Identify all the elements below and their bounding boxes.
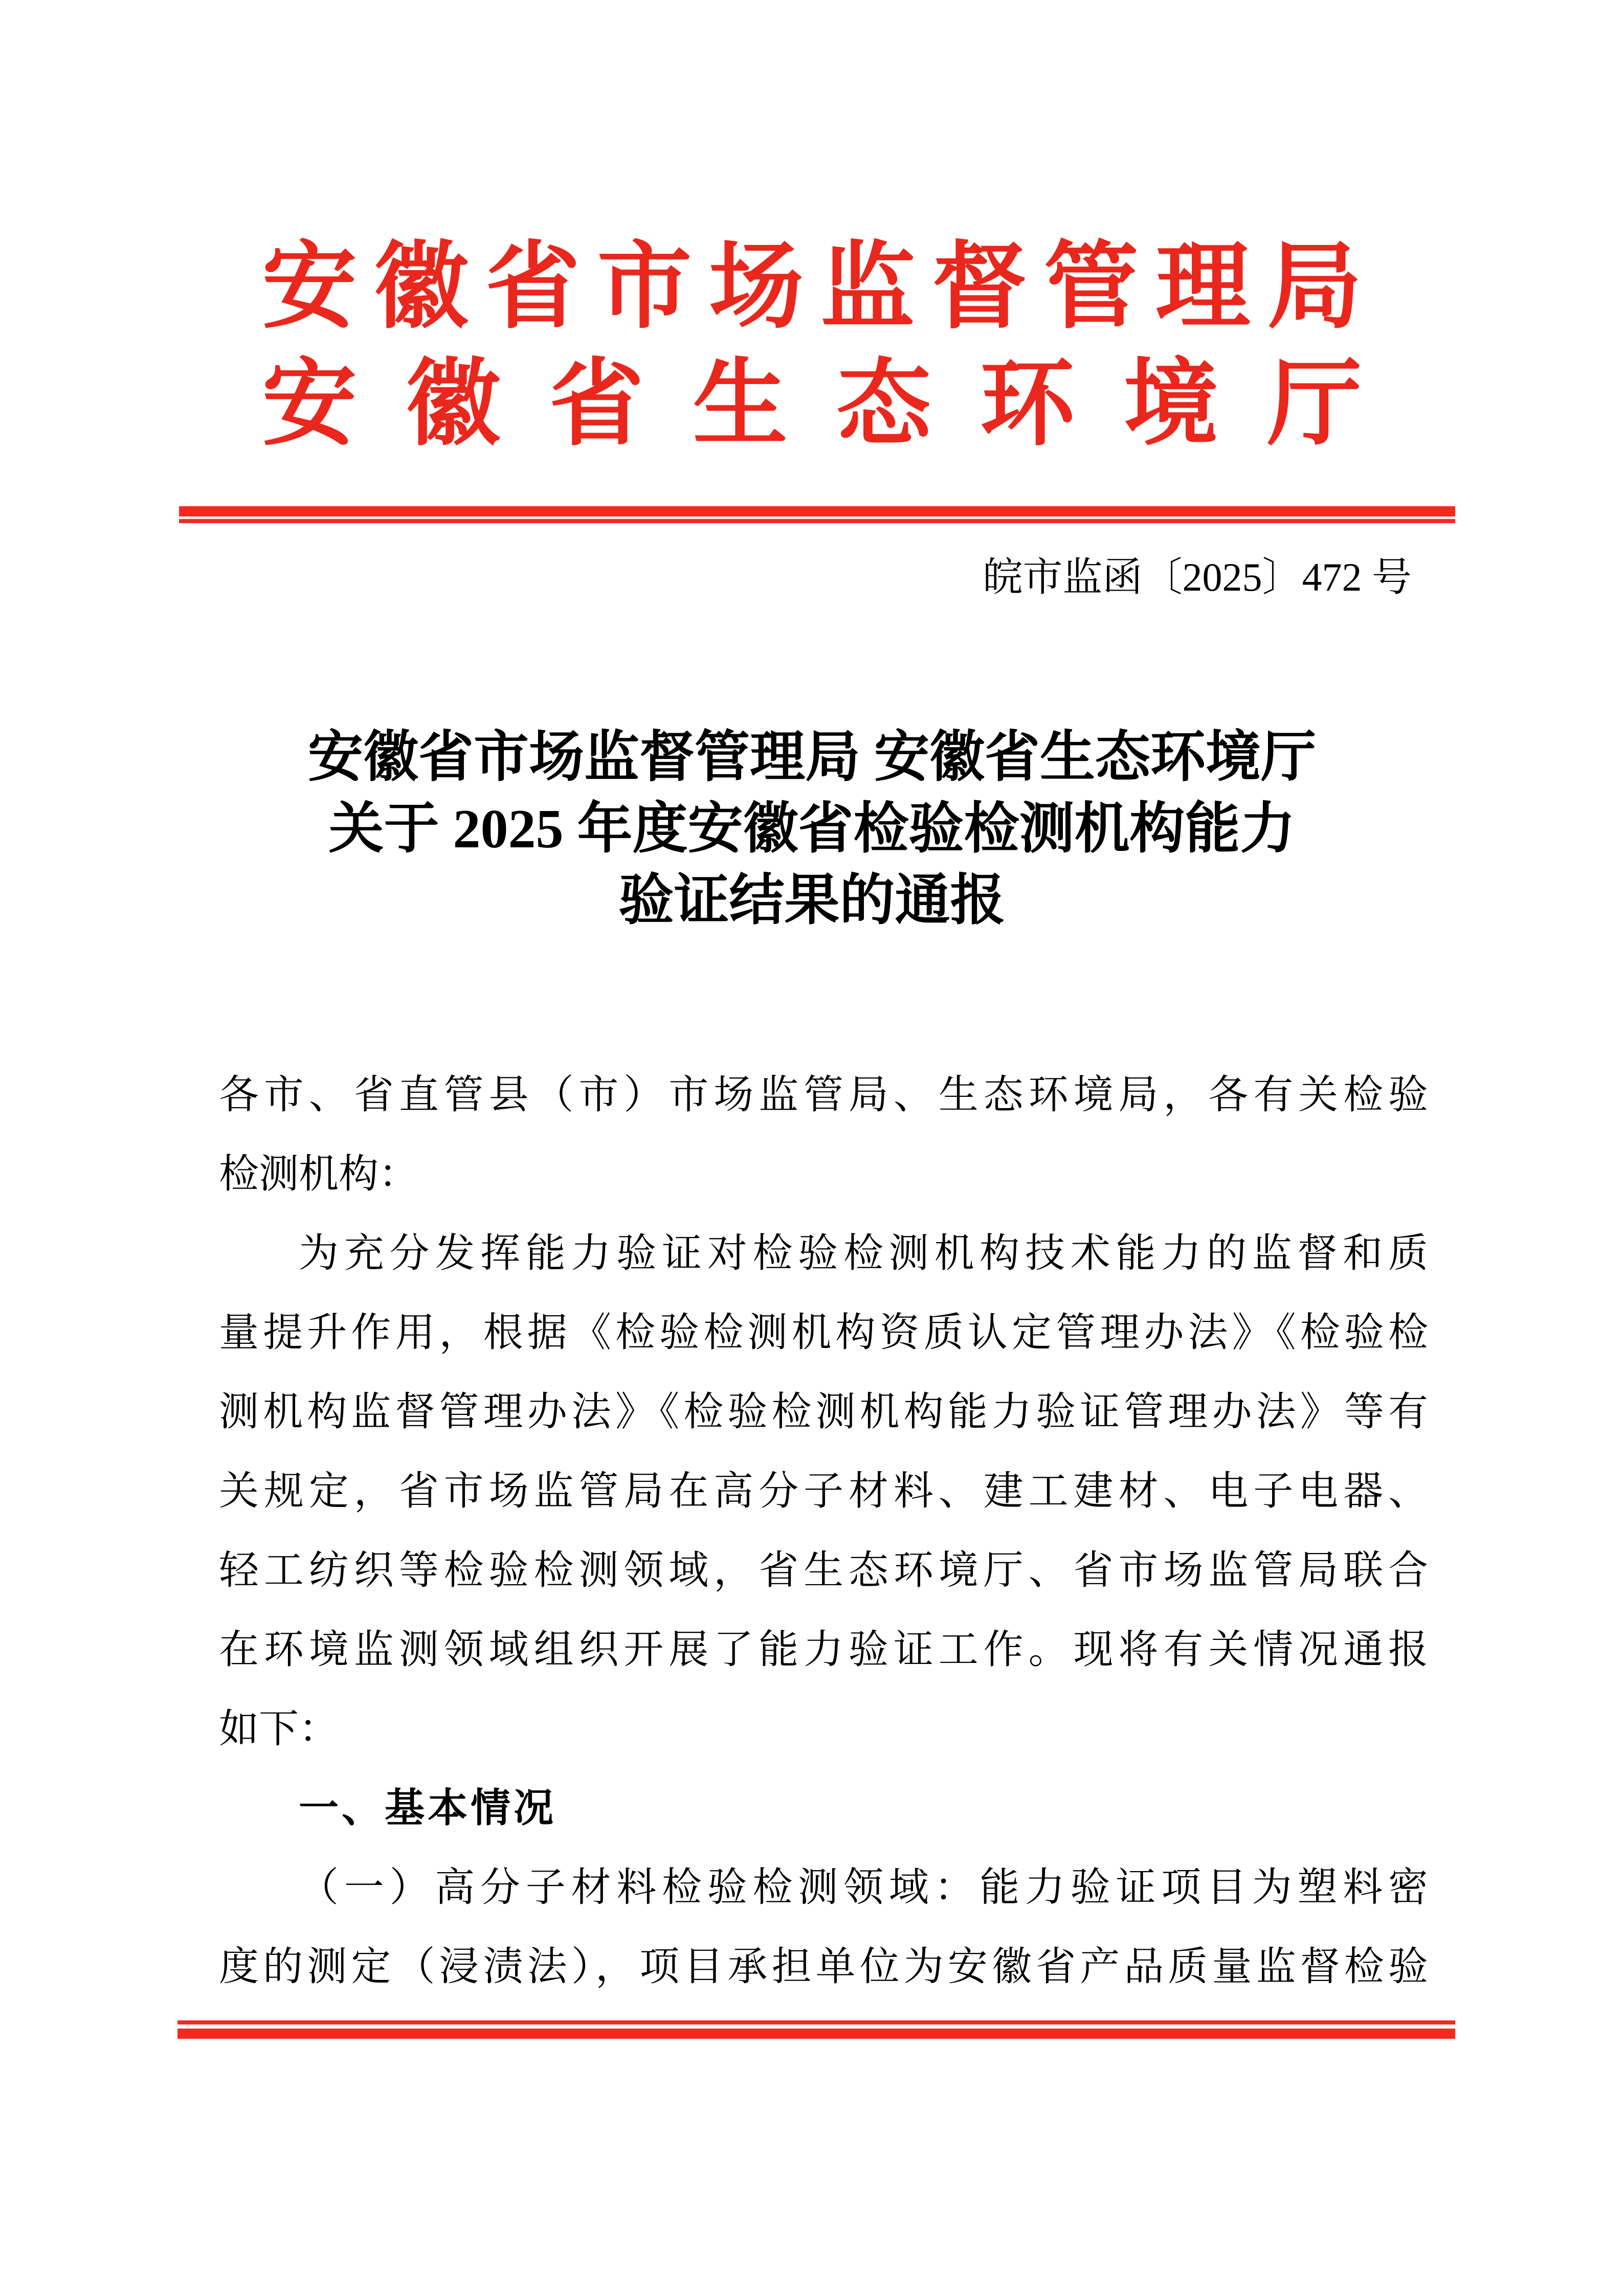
title-line-1: 安徽省市场监督管理局 安徽省生态环境厅	[307, 727, 1316, 788]
title-line-2: 关于 2025 年度安徽省检验检测机构能力	[328, 799, 1296, 860]
body-line: 在环境监测领域组织开展了能力验证工作。现将有关情况通报	[219, 1627, 1428, 1672]
document-title	[0, 722, 1624, 937]
body-line: 检测机构：	[219, 1152, 419, 1196]
letterhead-line-1: 安徽省市场监督管理局	[262, 235, 1362, 340]
red-separator-top	[179, 506, 1455, 523]
title-line-3: 验证结果的通报	[618, 870, 1006, 931]
body-line: 度的测定（浸渍法），项目承担单位为安徽省产品质量监督检验	[219, 1944, 1428, 1989]
letterhead	[262, 233, 1362, 460]
body-line: 各市、省直管县（市）市场监管局、生态环境局，各有关检验	[219, 1072, 1428, 1117]
document-body	[219, 1055, 1428, 2006]
document-number: 皖市监函〔2025〕472 号	[983, 555, 1412, 599]
separator-thin-bar	[179, 519, 1455, 523]
section-heading: 一、基本情况	[299, 1785, 557, 1830]
body-line: 为充分发挥能力验证对检验检测机构技术能力的监督和质	[299, 1231, 1428, 1275]
red-separator-bottom	[177, 2020, 1455, 2039]
letterhead-line-2: 安徽省生态环境厅	[262, 352, 1362, 457]
body-line: 关规定，省市场监管局在高分子材料、建工建材、电子电器、	[219, 1469, 1428, 1513]
body-line: 量提升作用，根据《检验检测机构资质认定管理办法》《检验检	[219, 1310, 1428, 1355]
separator-thin-bar	[177, 2020, 1455, 2024]
body-line: 测机构监督管理办法》《检验检测机构能力验证管理办法》等有	[219, 1389, 1428, 1434]
separator-thick-bar	[179, 506, 1455, 516]
separator-thick-bar	[177, 2029, 1455, 2039]
body-line: 如下：	[219, 1706, 339, 1751]
body-line: 轻工纺织等检验检测领域，省生态环境厅、省市场监管局联合	[219, 1548, 1428, 1592]
body-line: （一）高分子材料检验检测领域：能力验证项目为塑料密	[299, 1865, 1428, 1909]
